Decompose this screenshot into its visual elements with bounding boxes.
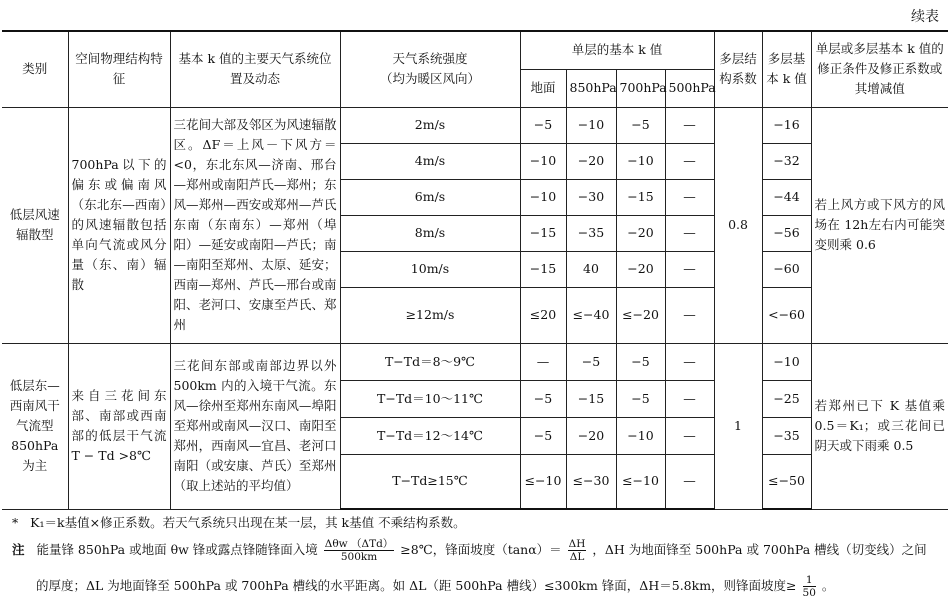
h700-cell: −20 [616, 251, 665, 287]
note-text-a: 能量锋 850hPa 或地面 θw 锋或露点锋随锋面入境 [36, 542, 318, 557]
strength-cell: 2m/s [340, 107, 520, 143]
ground-cell: ≤20 [520, 287, 566, 343]
multi-cell: −32 [762, 143, 811, 179]
ground-cell: −15 [520, 215, 566, 251]
header-structure: 空间物理结构特征 [68, 31, 170, 107]
h500-cell: — [665, 287, 714, 343]
group2-correction: 若郑州已下 K 基值乘 0.5＝K₁；或三花间已阴天或下雨乘 0.5 [811, 343, 948, 509]
footnote-star-text: K₁＝k基值×修正系数。若天气系统只出现在某一层，其 k基值 不乘结构系数。 [30, 515, 466, 530]
h500-cell: — [665, 380, 714, 417]
strength-cell: T−Td＝10～11℃ [340, 380, 520, 417]
multi-cell: −10 [762, 343, 811, 380]
note-fraction-3 [803, 574, 816, 599]
strength-cell: 6m/s [340, 179, 520, 215]
h850-cell: −10 [566, 107, 616, 143]
h850-cell: −30 [566, 179, 616, 215]
note-line-2-text: 的厚度；ΔL 为地面锋至 500hPa 或 700hPa 槽线的水平距离。如 ΔL（距 500hPa 槽线）≤300km 锋面，ΔH＝5.8km，则锋面坡度≥ [36, 578, 797, 593]
h500-cell: — [665, 454, 714, 509]
group1-type: 低层风速辐散型 [2, 107, 68, 343]
header-multi-basic: 多层基本 k 值 [762, 31, 811, 107]
ground-cell: −5 [520, 380, 566, 417]
ground-cell: −10 [520, 179, 566, 215]
note-fraction-1-num: Δθw （ΔTd） [324, 538, 394, 550]
h700-cell: −15 [616, 179, 665, 215]
group2-structure: 来自三花间东部、南部或西南部的低层干气流 T − Td >8℃ [68, 343, 170, 509]
header-type: 类别 [2, 31, 68, 107]
note-fraction-1 [324, 538, 395, 563]
multi-cell: −16 [762, 107, 811, 143]
h500-cell: — [665, 143, 714, 179]
header-level-850: 850hPa [566, 69, 616, 107]
multi-cell: −60 [762, 251, 811, 287]
ground-cell: −10 [520, 143, 566, 179]
note-fraction-2-den: ΔL [569, 551, 585, 563]
footnote-star-mark: * [12, 515, 19, 530]
multi-cell: −25 [762, 380, 811, 417]
h700-cell: ≤−20 [616, 287, 665, 343]
header-strength-title: 天气系统强度 [392, 51, 468, 67]
ground-cell: −5 [520, 107, 566, 143]
note-line-2 [36, 574, 834, 599]
h700-cell: −5 [616, 107, 665, 143]
h700-cell: −20 [616, 215, 665, 251]
h700-cell: −5 [616, 380, 665, 417]
multi-cell: −35 [762, 417, 811, 454]
ground-cell: −15 [520, 251, 566, 287]
ground-cell: ≤−10 [520, 454, 566, 509]
note-fraction-3-num: 1 [803, 574, 816, 587]
note-fraction-3-den: 50 [802, 587, 816, 599]
group1-position: 三花间大部及邻区为风速辐散区。ΔF＝上风－下风方＝<0，东北东风—济南、邢台—郑州或南阳芦氏—郑州；东风—郑州—西安或郑州—芦氏东南（东南东）—郑州（埠阳）—延安或南阳—芦氏；南—南阳至郑州、太原、延安；西南—郑州、芦氏—邢台或南阳、老河口、安康至芦氏、郑州 [170, 107, 340, 343]
group2-position: 三花间东部或南部边界以外 500km 内的入境干气流。东风—徐州至郑州东南风—埠阳至郑州或南风—汉口、南阳至郑州，西南风—宜昌、老河口南阳（或安康、芦氏）至郑州（取上述站的平均值） [170, 343, 340, 509]
group1-structure: 700hPa以下的偏东或偏南风（东北东—西南）的风速辐散包括单向气流或风分量（东、南）辐散 [68, 107, 170, 343]
group2-struct-coef: 1 [714, 343, 762, 509]
multi-cell: −44 [762, 179, 811, 215]
strength-cell: 8m/s [340, 215, 520, 251]
footnote-star [12, 513, 466, 531]
note-fraction-2 [568, 538, 587, 563]
group1-correction: 若上风方或下风方的风场在 12h左右内可能突变则乘 0.6 [811, 107, 948, 343]
h500-cell: — [665, 215, 714, 251]
h700-cell: ≤−10 [616, 454, 665, 509]
header-strength-sub: （均为暖区风向） [379, 71, 480, 87]
h850-cell: 40 [566, 251, 616, 287]
h850-cell: ≤−30 [566, 454, 616, 509]
h700-cell: −10 [616, 143, 665, 179]
header-single-basic: 单层的基本 k 值 [520, 31, 714, 69]
h500-cell: — [665, 179, 714, 215]
h850-cell: −35 [566, 215, 616, 251]
header-level-700: 700hPa [616, 69, 665, 107]
note-fraction-1-den: 500km [340, 551, 378, 563]
note-label: 注 [12, 542, 25, 557]
table-row [2, 107, 948, 143]
h850-cell: −5 [566, 343, 616, 380]
header-struct-coef: 多层结构系数 [714, 31, 762, 107]
ground-cell: −5 [520, 417, 566, 454]
strength-cell: T−Td＝12～14℃ [340, 417, 520, 454]
note-line-2-end: 。 [821, 578, 835, 593]
h850-cell: −20 [566, 143, 616, 179]
h500-cell: — [665, 417, 714, 454]
h700-cell: −5 [616, 343, 665, 380]
h500-cell: — [665, 343, 714, 380]
strength-cell: ≥12m/s [340, 287, 520, 343]
strength-cell: T−Td＝8～9℃ [340, 343, 520, 380]
multi-cell: ≤−50 [762, 454, 811, 509]
header-level-ground: 地面 [520, 69, 566, 107]
h500-cell: — [665, 107, 714, 143]
multi-cell: −56 [762, 215, 811, 251]
k-value-table [2, 30, 948, 510]
note-text-c: ，ΔH 为地面锋至 500hPa 或 700hPa 槽线（切变线）之间 [592, 542, 927, 557]
h850-cell: −20 [566, 417, 616, 454]
group2-type: 低层东—西南风干气流型 850hPa为主 [2, 343, 68, 509]
continued-label: 续表 [911, 9, 939, 25]
table-row [2, 343, 948, 380]
strength-cell: 10m/s [340, 251, 520, 287]
note-fraction-2-num: ΔH [568, 538, 586, 550]
ground-cell: — [520, 343, 566, 380]
header-strength [340, 31, 520, 107]
h500-cell: — [665, 251, 714, 287]
strength-cell: T−Td≥15℃ [340, 454, 520, 509]
header-position: 基本 k 值的主要天气系统位置及动态 [170, 31, 340, 107]
h850-cell: −15 [566, 380, 616, 417]
multi-cell: <−60 [762, 287, 811, 343]
note-line-1 [12, 538, 927, 563]
strength-cell: 4m/s [340, 143, 520, 179]
header-level-500: 500hPa [665, 69, 714, 107]
note-text-b: ≥8℃，锋面坡度（tanα）＝ [400, 542, 562, 557]
group1-struct-coef: 0.8 [714, 107, 762, 343]
h850-cell: ≤−40 [566, 287, 616, 343]
h700-cell: −10 [616, 417, 665, 454]
header-correction: 单层或多层基本 k 值的修正条件及修正系数或其增减值 [811, 31, 948, 107]
